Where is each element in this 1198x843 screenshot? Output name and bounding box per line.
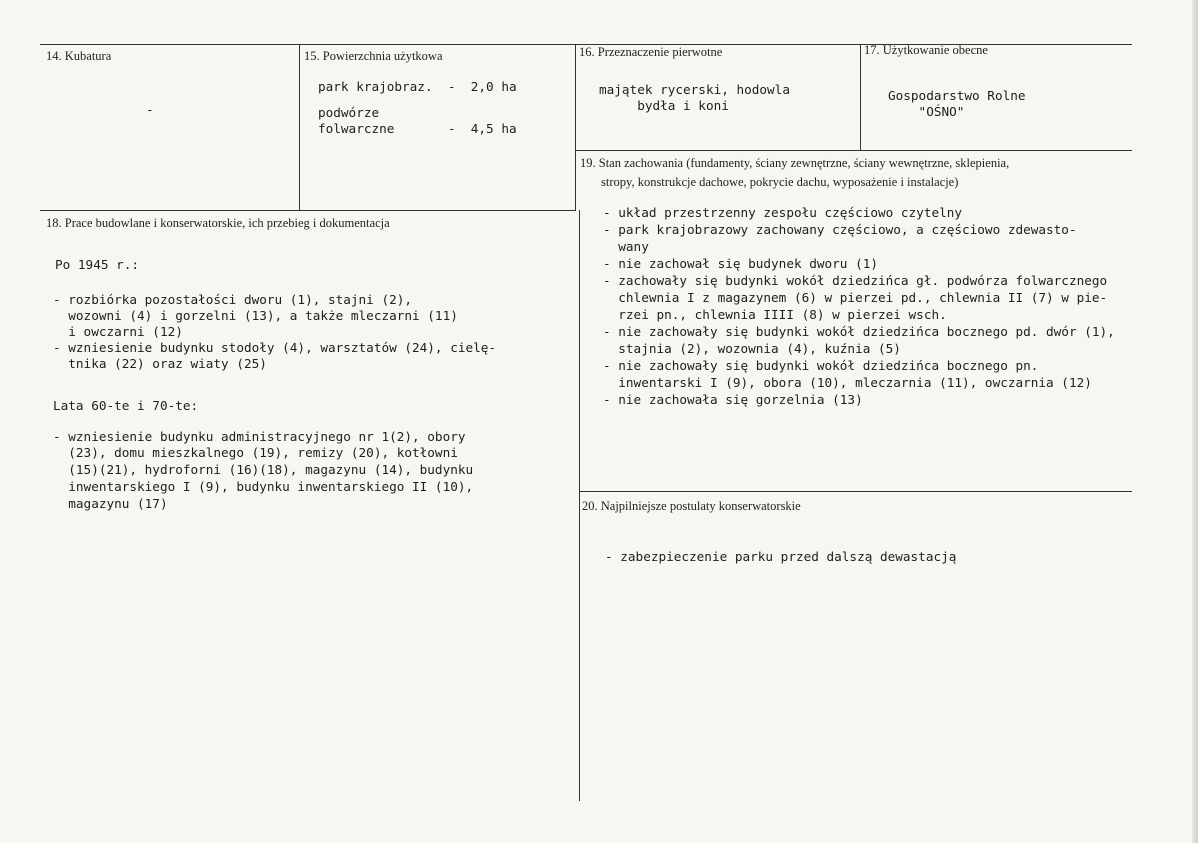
field-19-line-12: - nie zachowała się gorzelnia (13) xyxy=(603,392,863,407)
field-19-line-8: - nie zachowały się budynki wokół dziedzińca bocznego pd. dwór (1), xyxy=(603,324,1115,339)
field-17-line-1: Gospodarstwo Rolne xyxy=(888,88,1026,103)
field-18-line-14: inwentarskiego I (9), budynku inwentarskiego II (10), xyxy=(53,479,474,494)
field-18-line-7: tnika (22) oraz wiaty (25) xyxy=(53,356,267,371)
field-19-line-6: chlewnia I z magazynem (6) w pierzei pd., chlewnia II (7) w pie- xyxy=(603,290,1108,305)
field-15-line-2: podwórze xyxy=(318,105,380,120)
field-17-line-2: "OŚNO" xyxy=(888,104,965,119)
divider-16-17 xyxy=(860,44,861,150)
field-15-line-1: park krajobraz. - 2,0 ha xyxy=(318,79,517,94)
field-18-line-3: - rozbiórka pozostałości dworu (1), stajni (2), xyxy=(53,292,413,307)
field-15-line-3: folwarczne - 4,5 ha xyxy=(318,121,517,136)
divider-18-19 xyxy=(579,210,580,801)
rule-above-19 xyxy=(575,150,1132,151)
field-18-line-1: Po 1945 r.: xyxy=(55,257,140,272)
field-14-label: 14. Kubatura xyxy=(46,49,112,63)
field-16-line-2: bydła i koni xyxy=(599,98,729,113)
field-17-label: 17. Użytkowanie obecne xyxy=(864,43,988,57)
field-19-line-11: inwentarski I (9), obora (10), mleczarnia (11), owczarnia (12) xyxy=(603,375,1092,390)
card-right-edge xyxy=(1192,0,1198,843)
field-16-label: 16. Przeznaczenie pierwotne xyxy=(579,45,723,59)
field-19-line-9: stajnia (2), wozownia (4), kuźnia (5) xyxy=(603,341,901,356)
field-18-line-9: Lata 60-te i 70-te: xyxy=(53,398,199,413)
field-19-line-4: - nie zachował się budynek dworu (1) xyxy=(603,256,878,271)
field-18-line-11: - wzniesienie budynku administracyjnego nr 1(2), obory xyxy=(53,429,466,444)
field-15-label: 15. Powierzchnia użytkowa xyxy=(304,49,443,63)
divider-14-15 xyxy=(299,44,300,210)
field-18-line-13: (15)(21), hydroforni (16)(18), magazynu (14), budynku xyxy=(53,462,474,477)
field-19-line-5: - zachowały się budynki wokół dziedzińca gł. podwórza folwarcznego xyxy=(603,273,1108,288)
field-19-line-7: rzei pn., chlewnia IIII (8) w pierzei wsch. xyxy=(603,307,947,322)
field-14-value: - xyxy=(146,102,154,117)
field-18-label: 18. Prace budowlane i konserwatorskie, ich przebieg i dokumentacja xyxy=(46,216,390,230)
field-20-label: 20. Najpilniejsze postulaty konserwatorskie xyxy=(582,499,801,513)
field-18-line-4: wozowni (4) i gorzelni (13), a także mleczarni (11) xyxy=(53,308,458,323)
field-16-line-1: majątek rycerski, hodowla xyxy=(599,82,790,97)
field-19-line-10: - nie zachowały się budynki wokół dziedzińca bocznego pn. xyxy=(603,358,1039,373)
divider-15-16 xyxy=(575,44,576,210)
field-19-label-line-2: stropy, konstrukcje dachowe, pokrycie dachu, wyposażenie i instalacje) xyxy=(601,175,959,189)
rule-above-18 xyxy=(40,210,576,211)
field-19-line-1: - układ przestrzenny zespołu częściowo czytelny xyxy=(603,205,963,220)
field-20-line-1: - zabezpieczenie parku przed dalszą dewastacją xyxy=(605,549,957,564)
field-18-line-5: i owczarni (12) xyxy=(53,324,183,339)
field-19-line-2: - park krajobrazowy zachowany częściowo, a częściowo zdewasto- xyxy=(603,222,1077,237)
field-18-line-15: magazynu (17) xyxy=(53,496,168,511)
field-18-line-6: - wzniesienie budynku stodoły (4), warsztatów (24), cielę- xyxy=(53,340,497,355)
field-18-line-12: (23), domu mieszkalnego (19), remizy (20), kotłowni xyxy=(53,445,458,460)
rule-above-20 xyxy=(579,491,1132,492)
field-19-line-3: wany xyxy=(603,239,649,254)
field-19-label-line-1: 19. Stan zachowania (fundamenty, ściany zewnętrzne, ściany wewnętrzne, sklepienia, xyxy=(580,156,1010,170)
